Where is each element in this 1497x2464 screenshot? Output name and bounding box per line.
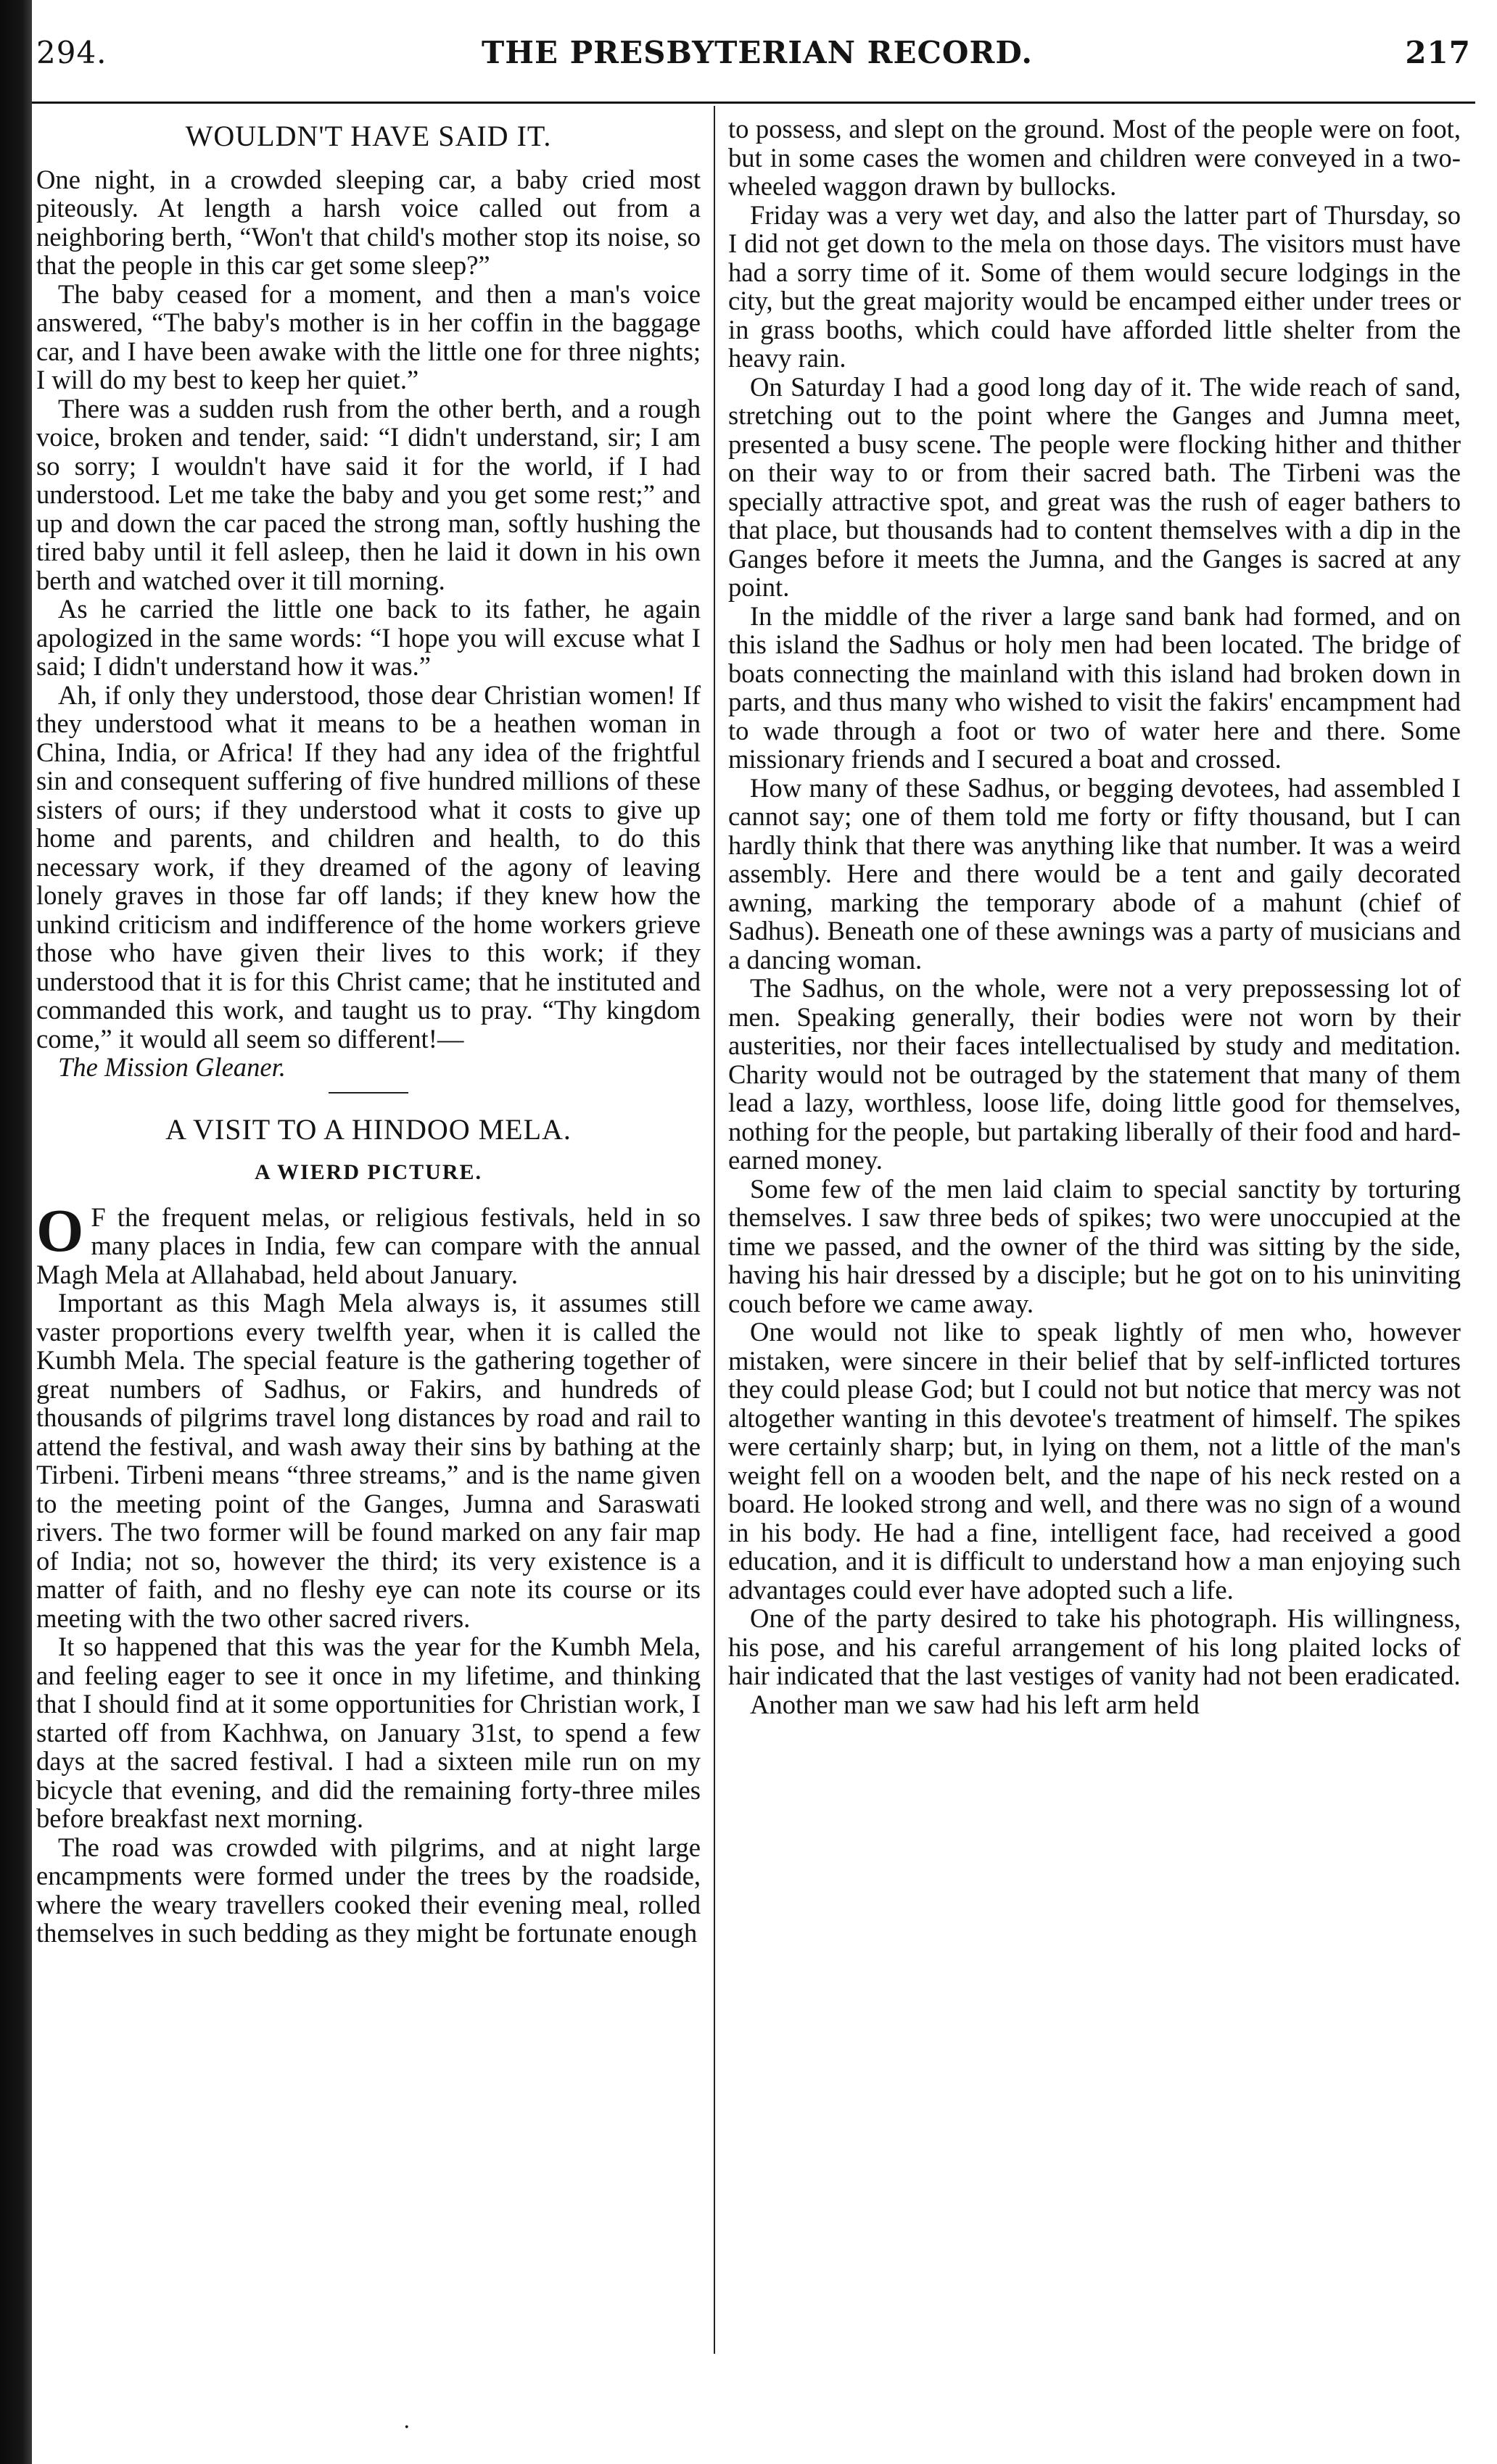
paragraph: On Saturday I had a good long day of it. The wide reach of sand, stretching out to the point where the Ganges and Jumna meet, presented a busy scene. The people were flocking hither and thither on their way to or from their sacred bath. The Tirbeni was the specially attractive spot, and great was the rush of eager bathers to that place, but thousands had to content themselves with a dip in the Ganges before it meets the Jumna, and the Ganges is sacred at any point. — [728, 371, 1461, 602]
paragraph: The baby ceased for a moment, and then a man's voice answered, “The baby's mother is in her coffin in the baggage car, and I have been awake with the little one for three nights; I will do my best to keep her quiet.” — [36, 278, 701, 394]
article-source: The Mission Gleaner. — [58, 1052, 286, 1082]
publication-title: THE PRESBYTERIAN RECORD. — [482, 35, 1033, 70]
header-rule — [32, 102, 1475, 104]
paragraph: The road was crowded with pilgrims, and at night large encampments were formed under the trees by the roadside, where the weary travellers cooked their evening meal, rolled themselves in such bedding as they might be fortunate enough — [36, 1832, 701, 1948]
paragraph: Friday was a very wet day, and also the latter part of Thursday, so I did not get down to the mela on those days. The visitors must have had a sorry time of it. Some of them would secure lodgings in the city, but the great majority would be encamped either under trees or in grass booths, which could have afforded little shelter from the heavy rain. — [728, 199, 1461, 373]
print-speck: · — [403, 2415, 411, 2440]
paragraph: Some few of the men laid claim to special sanctity by torturing themselves. I saw three beds of spikes; two were unoccupied at the time we passed, and the owner of the third was sitting by the side, having his hair dressed by a disciple; but he got on to his uninviting couch before we came away. — [728, 1173, 1461, 1318]
running-head — [32, 28, 1482, 86]
page-number: 217 — [1405, 35, 1471, 70]
newspaper-page — [32, 0, 1482, 2464]
paragraph: Ah, if only they understood, those dear Christian women! If they understood what it means to be a heathen woman in China, India, or Africa! If they had any idea of the frightful sin and consequent suffering of five hundred millions of these sisters of ours; if they understood what it costs to give up home and parents, and children and health, to do this necessary work, if they dreamed of the agony of leaving lonely graves in those far off lands; if they knew how the unkind criticism and indifference of the home workers grieve those who have given their lives to this work; if they understood that it is for this Christ came; that he instituted and commanded this work, and taught us to pray. “Thy kingdom come,” it would all seem so different!— — [36, 679, 701, 1054]
article-title: A VISIT TO A HINDOO MELA. — [165, 1112, 572, 1146]
right-column — [728, 115, 1461, 1719]
paragraph: There was a sudden rush from the other berth, and a rough voice, broken and tender, said: “I didn't understand, sir; I am so sorry; I wouldn't have said it for the world, if I had understood. Let me take the baby and you get some rest;” and up and down the car paced the strong man, softly hushing the tired baby until it fell asleep, then he laid it down in his own berth and watched over it till morning. — [36, 393, 701, 595]
paragraph: How many of these Sadhus, or begging devotees, had assembled I cannot say; one of them told me forty or fifty thousand, but I can hardly think that there was anything like that number. It was a weird assembly. Here and there would be a tent and gaily decorated awning, marking the temporary abode of a mahunt (chief of Sadhus). Beneath one of these awnings was a party of musicians and a dancing woman. — [728, 772, 1461, 975]
paragraph: One of the party desired to take his photograph. His willingness, his pose, and his careful arrangement of his long plaited locks of hair indicated that the last vestiges of vanity had not been eradicated. — [728, 1603, 1461, 1690]
article-subtitle: A WIERD PICTURE. — [255, 1160, 482, 1184]
paragraph: One night, in a crowded sleeping car, a baby cried most piteously. At length a harsh voice called out from a neighboring berth, “Won't that child's mother stop its noise, so that the people in this car get some sleep?” — [36, 164, 701, 280]
left-column — [36, 115, 701, 1948]
paragraph: Important as this Magh Mela always is, it assumes still vaster proportions every twelfth year, when it is called the Kumbh Mela. The special feature is the gathering together of great numbers of Sadhus, or Fakirs, and hundreds of thousands of pilgrims travel long distances by road and rail to attend the festival, and wash away their sins by bathing at the Tirbeni. Tirbeni means “three streams,” and is the name given to the meeting point of the Ganges, Jumna and Saraswati rivers. The two former will be found marked on any fair map of India; not so, however the third; its very existence is a matter of faith, and no fleshy eye can note its course or its meeting with the two other sacred rivers. — [36, 1288, 701, 1633]
paragraph: As he carried the little one back to its father, he again apologized in the same words: “I hope you will excuse what I said; I didn't understand how it was.” — [36, 594, 701, 681]
paragraph: to possess, and slept on the ground. Most of the people were on foot, but in some cases the women and children were conveyed in a two-wheeled waggon drawn by bullocks. — [728, 114, 1461, 201]
column-divider — [714, 106, 715, 2354]
article-title: WOULDN'T HAVE SAID IT. — [185, 120, 552, 152]
paragraph: In the middle of the river a large sand bank had formed, and on this island the Sadhus or holy men had been located. The bridge of boats connecting the mainland with this island had broken down in parts, and thus many who wished to visit the fakirs' encampment had to wade through a foot or two of water here and there. Some missionary friends and I secured a boat and crossed. — [728, 600, 1461, 774]
first-paragraph-text: F the frequent melas, or religious festivals, held in so many places in India, few can compare with the annual Magh Mela at Allahabad, held about January. — [36, 1202, 701, 1289]
article-separator — [329, 1092, 408, 1093]
paragraph: It so happened that this was the year for the Kumbh Mela, and feeling eager to see it once in my lifetime, and thinking that I should find at it some opportunities for Christian work, I started off from Kachhwa, on January 31st, to spend a few days at the sacred festival. I had a sixteen mile run on my bicycle that evening, and did the remaining forty-three miles before breakfast next morning. — [36, 1632, 701, 1833]
paragraph: The Sadhus, on the whole, were not a very prepossessing lot of men. Speaking generally, their bodies were not worn by their austerities, nor their faces intellectualised by study and meditation. Charity would not be outraged by the statement that many of them lead a lazy, worthless, loose life, doing little good for themselves, nothing for the people, but partaking liberally of their food and hard-earned money. — [728, 973, 1461, 1175]
page-binding-edge — [0, 0, 32, 2464]
page-number-left: 294. — [36, 35, 107, 70]
drop-cap: O — [36, 1196, 84, 1265]
first-paragraph — [36, 1196, 701, 1289]
paragraph: One would not like to speak lightly of men who, however mistaken, were sincere in their belief that by self-inflicted tortures they could please God; but I could not but notice that mercy was not altogether wanting in this devotee's treatment of himself. The spikes were certainly sharp; but, in lying on them, not a little of the man's weight fell on a wooden belt, and the nape of his neck rested on a board. He looked strong and well, and there was no sign of a wound in his body. He had a fine, intelligent face, had received a good education, and it is difficult to understand how a man enjoying such advantages could ever have adopted such a life. — [728, 1317, 1461, 1605]
paragraph: Another man we saw had his left arm held — [750, 1689, 1200, 1719]
